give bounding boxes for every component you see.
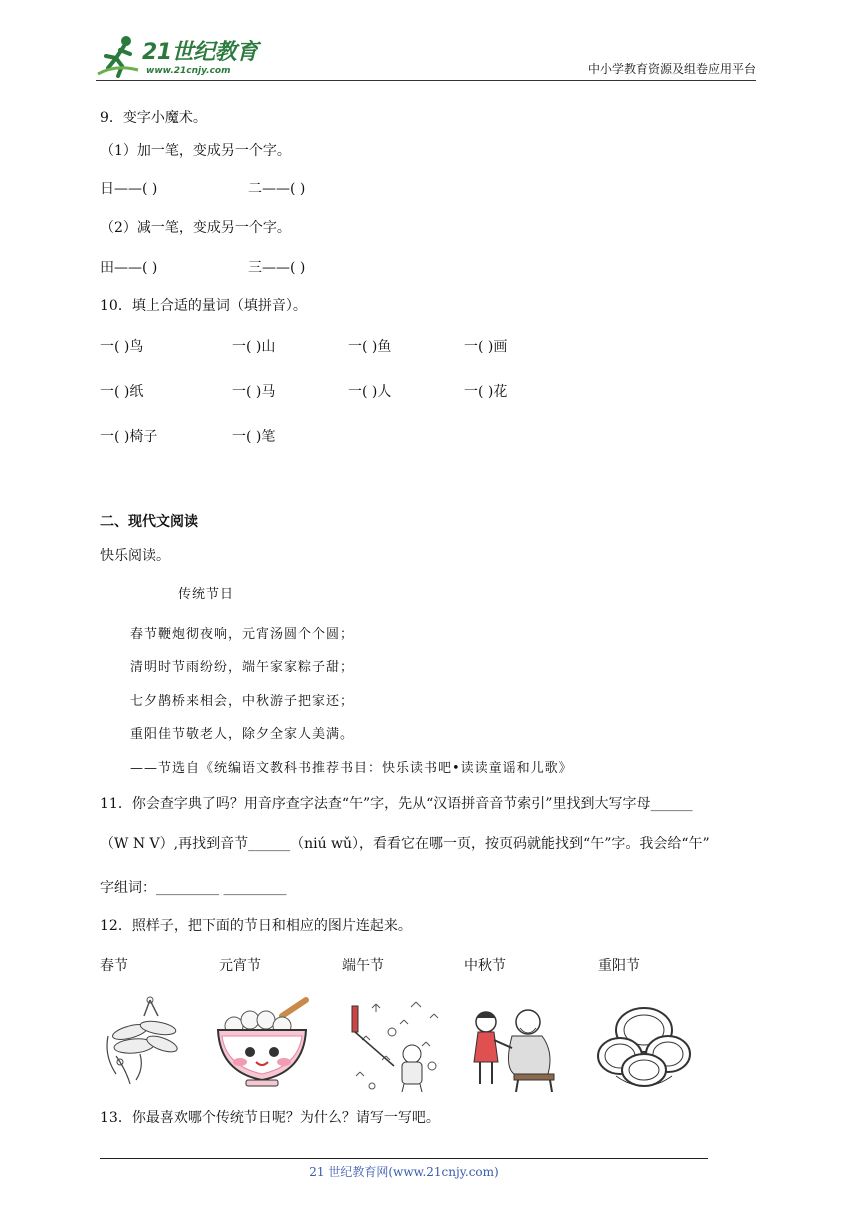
q11-line2: （W N V）,再找到音节______（niú wǔ），看看它在哪一页，按页码就能找到“午”字。我会给“午” bbox=[100, 836, 710, 852]
poem-line: 重阳佳节敬老人，除夕全家人美满。 bbox=[130, 727, 355, 742]
q10-cell: 一( )花 bbox=[464, 384, 508, 400]
header-divider bbox=[96, 80, 756, 81]
elderly-care-icon bbox=[464, 996, 568, 1092]
festival-label: 元宵节 bbox=[219, 958, 261, 974]
site-logo bbox=[96, 34, 266, 80]
q9-row1-b: 二——( ) bbox=[248, 181, 306, 197]
logo-text: 21世纪教育 bbox=[142, 40, 258, 65]
q10-cell: 一( )鸟 bbox=[100, 339, 144, 355]
poem-line: 清明时节雨纷纷，端午家家粽子甜； bbox=[130, 660, 355, 675]
q10-cell: 一( )椅子 bbox=[100, 429, 158, 445]
q10-title: 10．填上合适的量词（填拼音）。 bbox=[100, 298, 307, 314]
firecracker-icon bbox=[100, 996, 196, 1092]
dragon-boat-fireworks-icon bbox=[346, 996, 442, 1092]
q11-line3: 字组词：_________ _________ bbox=[100, 880, 287, 896]
mooncake-icon bbox=[596, 996, 692, 1092]
tangyuan-bowl-icon bbox=[212, 996, 312, 1092]
poem-title: 传统节日 bbox=[178, 587, 235, 602]
q12-title: 12．照样子，把下面的节日和相应的图片连起来。 bbox=[100, 918, 412, 934]
q9-part1: （1）加一笔，变成另一个字。 bbox=[100, 143, 291, 159]
festival-label: 春节 bbox=[100, 958, 128, 974]
q10-cell: 一( )画 bbox=[464, 339, 508, 355]
q10-cell: 一( )笔 bbox=[232, 429, 276, 445]
q13-title: 13．你最喜欢哪个传统节日呢？为什么？请写一写吧。 bbox=[100, 1110, 440, 1126]
q10-cell: 一( )马 bbox=[232, 384, 276, 400]
reading-intro: 快乐阅读。 bbox=[100, 548, 170, 564]
footer-divider bbox=[100, 1158, 708, 1159]
poem-source: ——节选自《统编语文教科书推荐书目：快乐读书吧•读读童谣和儿歌》 bbox=[130, 761, 573, 776]
q11-line1: 11．你会查字典了吗？用音序查字法查“午”字，先从“汉语拼音音节索引”里找到大写字母______ bbox=[100, 796, 693, 812]
header-platform-text: 中小学教育资源及组卷应用平台 bbox=[587, 62, 756, 76]
q10-cell: 一( )人 bbox=[348, 384, 392, 400]
q10-cell: 一( )鱼 bbox=[348, 339, 392, 355]
q9-row2-b: 三——( ) bbox=[248, 260, 306, 276]
poem-line: 春节鞭炮彻夜响，元宵汤圆个个圆； bbox=[130, 627, 355, 642]
q10-cell: 一( )山 bbox=[232, 339, 276, 355]
logo-url: www.21cnjy.com bbox=[146, 66, 231, 76]
festival-label: 中秋节 bbox=[464, 958, 506, 974]
q9-row2-a: 田——( ) bbox=[100, 260, 158, 276]
q9-row1-a: 日——( ) bbox=[100, 181, 158, 197]
runner-icon bbox=[96, 34, 140, 78]
section-heading: 二、现代文阅读 bbox=[100, 514, 198, 530]
q9-part2: （2）减一笔，变成另一个字。 bbox=[100, 220, 291, 236]
q9-title: 9．变字小魔术。 bbox=[100, 110, 207, 126]
festival-label: 重阳节 bbox=[598, 958, 640, 974]
poem-line: 七夕鹊桥来相会，中秋游子把家还； bbox=[130, 694, 355, 709]
festival-label: 端午节 bbox=[342, 958, 384, 974]
footer-text: 21 世纪教育网(www.21cnjy.com) bbox=[309, 1165, 499, 1179]
q10-cell: 一( )纸 bbox=[100, 384, 144, 400]
